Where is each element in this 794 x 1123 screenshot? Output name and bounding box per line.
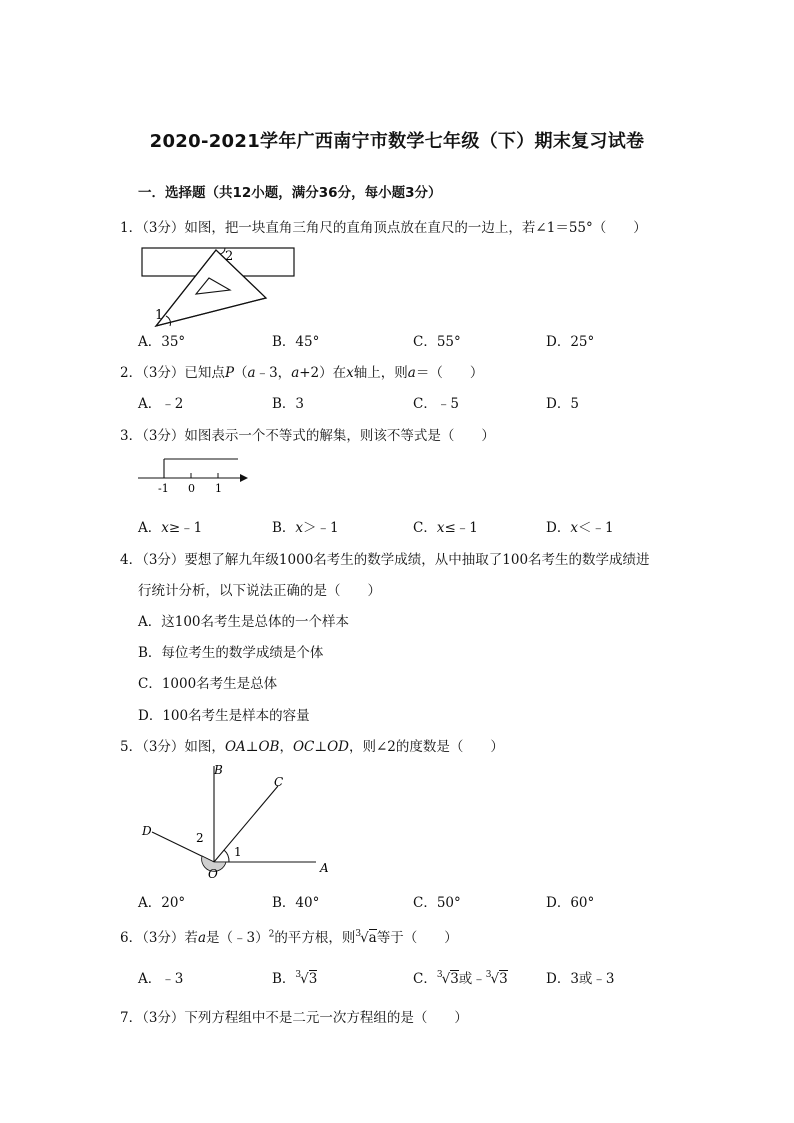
q3-tick-0: 0 xyxy=(188,482,195,495)
q2-stem: 2．（3分）已知点P（a﹣3，a+2）在x轴上，则a＝（ ） xyxy=(120,365,484,381)
q3-tick-1: 1 xyxy=(215,482,222,495)
q6-cube-root-a: $^3$√a xyxy=(355,929,377,946)
q3-stem: 3．（3分）如图表示一个不等式的解集，则该不等式是（ ） xyxy=(120,428,495,444)
q1-option-d[interactable]: D．25° xyxy=(546,334,595,350)
q6-option-d[interactable]: D．3或﹣3 xyxy=(546,971,615,987)
q5-label-B: B xyxy=(214,763,223,777)
q6-option-a[interactable]: A．﹣3 xyxy=(138,971,184,987)
q1-figure xyxy=(136,244,306,336)
q3-tick-neg1: -1 xyxy=(158,482,169,495)
q1-stem: 1．（3分）如图，把一块直角三角尺的直角顶点放在直尺的一边上，若∠1＝55°（ ） xyxy=(120,220,647,236)
q2-option-d[interactable]: D．5 xyxy=(546,396,579,412)
q5-option-a[interactable]: A．20° xyxy=(138,895,186,911)
q5-label-D: D xyxy=(142,824,152,838)
q3-option-d[interactable]: D．x＜﹣1 xyxy=(546,520,614,536)
q1-label-2: 2 xyxy=(225,249,234,264)
q4-option-a[interactable]: A．这100名考生是总体的一个样本 xyxy=(138,614,350,630)
q5-figure xyxy=(136,760,336,882)
q5-label-C: C xyxy=(274,775,284,789)
q1-label-1: 1 xyxy=(155,308,164,323)
q5-label-2: 2 xyxy=(196,831,204,845)
q3-option-c[interactable]: C．x≤﹣1 xyxy=(413,520,478,536)
section-heading: 一．选择题（共12小题，满分36分，每小题3分） xyxy=(138,185,442,201)
exam-title: 2020-2021学年广西南宁市数学七年级（下）期末复习试卷 xyxy=(149,131,645,152)
q6-option-c[interactable]: C．$^3$√3或﹣$^3$√3 xyxy=(413,970,508,987)
q6-stem: 6．（3分）若a是（﹣3）$^2$的平方根，则$^3$√a等于（ ） xyxy=(120,929,458,946)
q5-option-d[interactable]: D．60° xyxy=(546,895,595,911)
q1-option-c[interactable]: C．55° xyxy=(413,334,461,350)
q5-option-c[interactable]: C．50° xyxy=(413,895,461,911)
q4-option-d[interactable]: D．100名考生是样本的容量 xyxy=(138,708,310,724)
q5-label-O: O xyxy=(208,867,218,881)
q3-number-line xyxy=(136,452,252,498)
q6-option-b[interactable]: B．$^3$√3 xyxy=(272,970,318,987)
q5-option-b[interactable]: B．40° xyxy=(272,895,320,911)
q3-option-a[interactable]: A．x≥﹣1 xyxy=(138,520,203,536)
q5-label-1: 1 xyxy=(234,845,242,859)
q4-option-b[interactable]: B．每位考生的数学成绩是个体 xyxy=(138,645,324,661)
q4-stem-line2: 行统计分析，以下说法正确的是（ ） xyxy=(138,583,381,599)
q7-stem: 7．（3分）下列方程组中不是二元一次方程组的是（ ） xyxy=(120,1010,468,1026)
q2-option-c[interactable]: C．﹣5 xyxy=(413,396,459,412)
q5-label-A: A xyxy=(320,861,329,875)
q4-stem-line1: 4．（3分）要想了解九年级1000名考生的数学成绩，从中抽取了100名考生的数学成绩进 xyxy=(120,552,650,568)
q4-option-c[interactable]: C．1000名考生是总体 xyxy=(138,676,278,692)
q5-stem: 5．（3分）如图，OA⊥OB，OC⊥OD，则∠2的度数是（ ） xyxy=(120,739,504,755)
q3-option-b[interactable]: B．x＞﹣1 xyxy=(272,520,339,536)
q2-option-b[interactable]: B．3 xyxy=(272,396,305,412)
q1-option-a[interactable]: A．35° xyxy=(138,334,186,350)
q2-option-a[interactable]: A．﹣2 xyxy=(138,396,184,412)
q1-option-b[interactable]: B．45° xyxy=(272,334,320,350)
